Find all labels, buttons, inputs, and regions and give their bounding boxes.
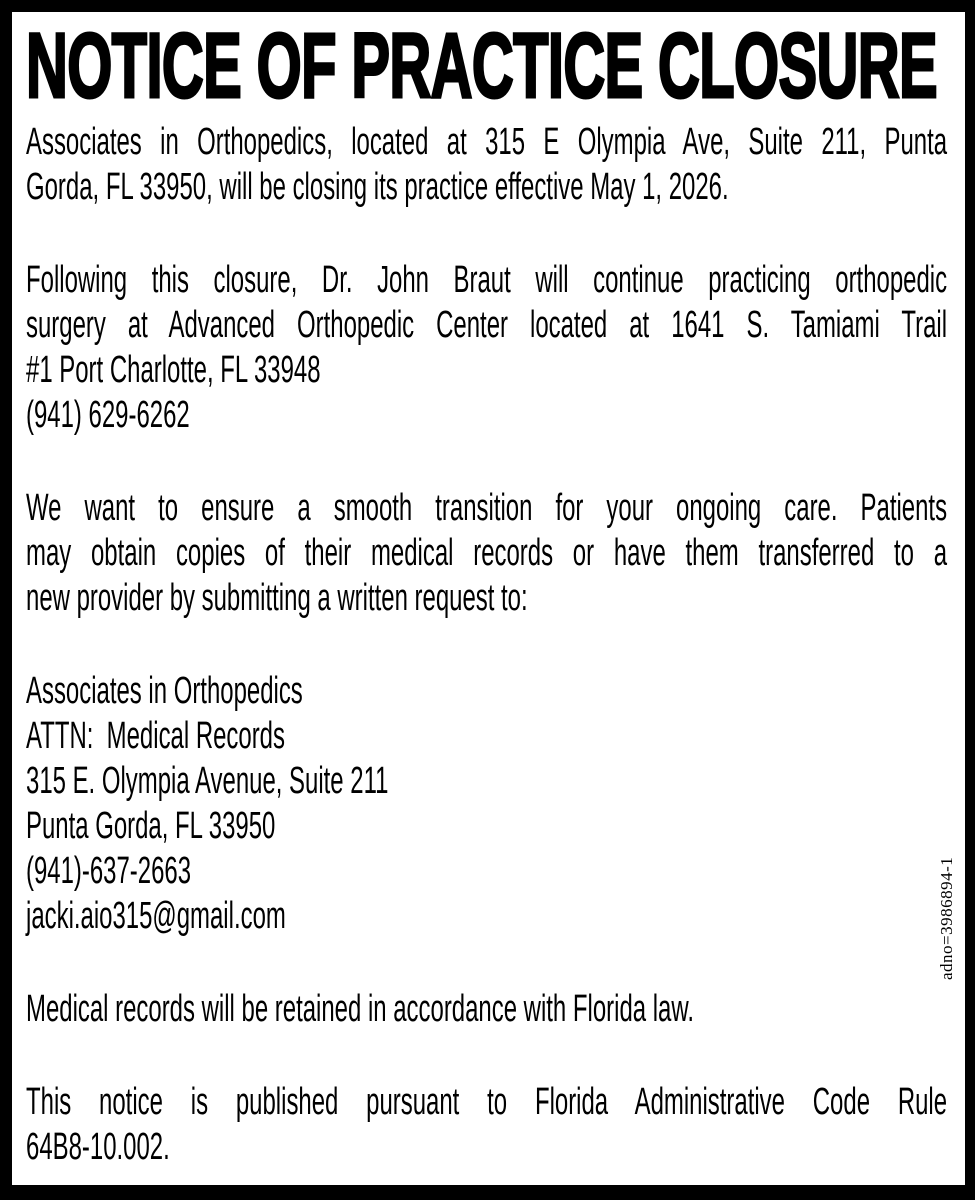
attn-line: ATTN: Medical Records — [26, 715, 285, 757]
text-line: Associates in Orthopedics, located at 315 E Olympia Ave, Suite 211, Punta — [26, 121, 948, 163]
text-line: Medical records will be retained in accordance with Florida law. — [26, 988, 694, 1030]
email-line: jacki.aio315@gmail.com — [26, 895, 286, 937]
text-line: may obtain copies of their medical records or have them transferred to a — [26, 532, 948, 574]
ad-number: adno=3986894-1 — [937, 856, 956, 980]
text-line: Gorda, FL 33950, will be closing its practice effective May 1, 2026. — [26, 166, 729, 208]
text-line: We want to ensure a smooth transition for your ongoing care. Patients — [26, 487, 948, 529]
mailing-address-block — [26, 669, 947, 939]
street-address-line: 315 E. Olympia Avenue, Suite 211 — [26, 760, 389, 802]
text-line: Following this closure, Dr. John Braut will continue practicing orthopedic — [26, 259, 948, 301]
new-phone-line: (941) 629-6262 — [26, 394, 190, 436]
text-line: new provider by submitting a written request to: — [26, 577, 528, 619]
intro-paragraph — [26, 120, 947, 210]
text-line: surgery at Advanced Orthopedic Center located at 1641 S. Tamiami Trail — [26, 304, 948, 346]
continuation-paragraph — [26, 258, 947, 438]
phone-line: (941)-637-2663 — [26, 850, 192, 892]
records-transition-paragraph — [26, 486, 947, 621]
city-state-zip-line: Punta Gorda, FL 33950 — [26, 805, 276, 847]
rule-number-line: 64B8-10.002. — [26, 1126, 170, 1168]
page-title: NOTICE OF PRACTICE CLOSURE — [26, 15, 938, 117]
legal-citation-paragraph — [26, 1080, 947, 1170]
text-line: This notice is published pursuant to Florida Administrative Code Rule — [26, 1081, 948, 1123]
practice-name-line: Associates in Orthopedics — [26, 670, 303, 712]
records-retention-paragraph — [26, 987, 947, 1032]
new-address-line: #1 Port Charlotte, FL 33948 — [26, 349, 321, 391]
